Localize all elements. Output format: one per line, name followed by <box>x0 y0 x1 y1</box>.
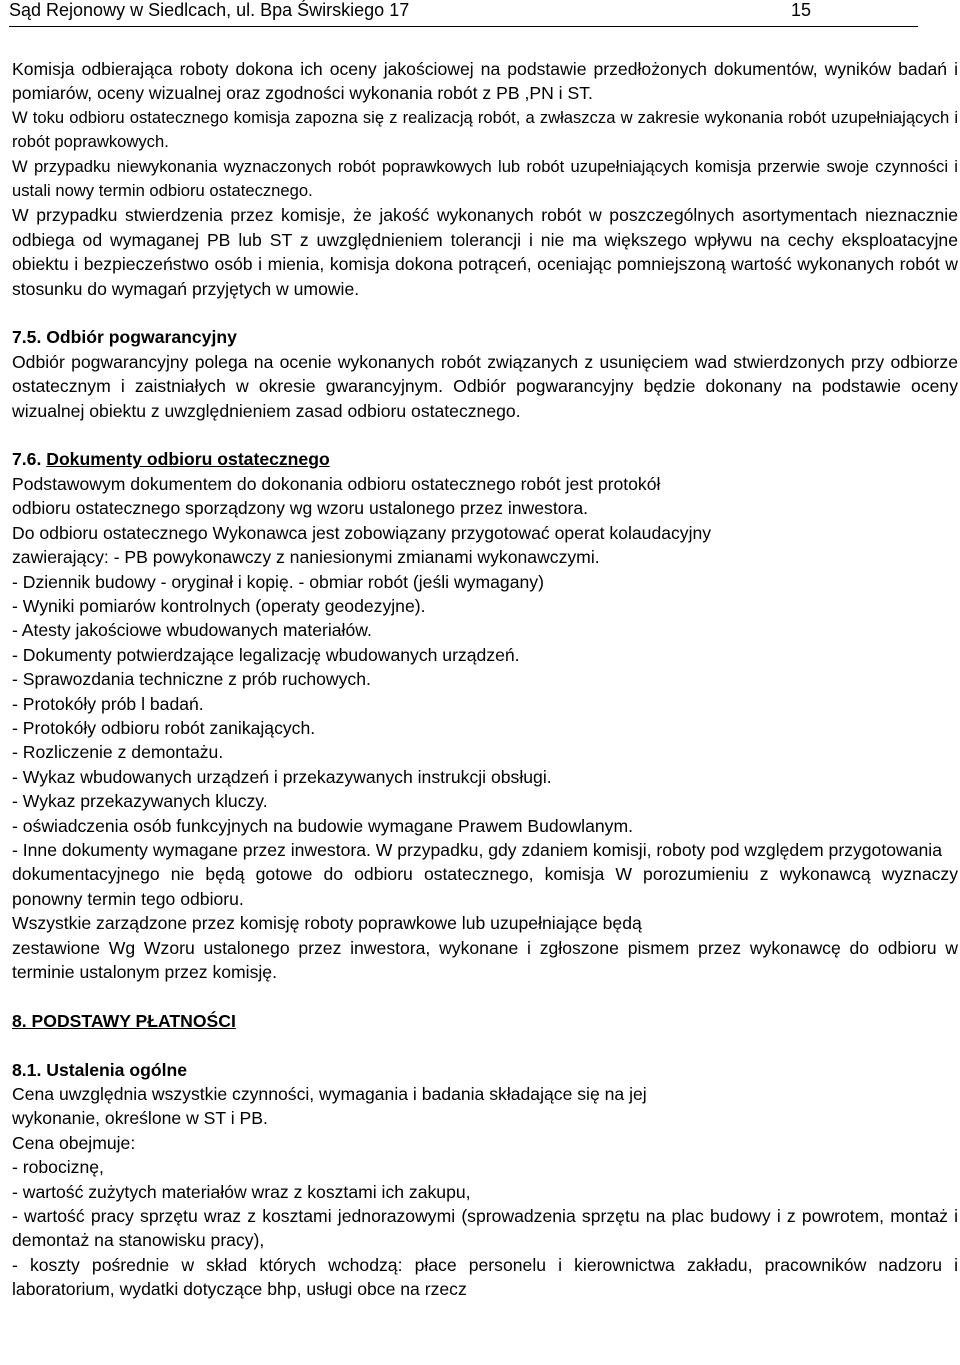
list-line: Podstawowym dokumentem do dokonania odbioru ostatecznego robót jest protokół <box>12 473 661 494</box>
list-line: - Sprawozdania techniczne z prób ruchowych. <box>12 669 371 690</box>
section-heading-7-6 <box>12 447 958 471</box>
list-line: - Rozliczenie z demontażu. <box>12 742 224 763</box>
list-line: wykonanie, określone w ST i PB. <box>12 1108 268 1129</box>
page-header <box>9 0 918 27</box>
section-title: Dokumenty odbioru ostatecznego <box>46 449 330 470</box>
list-line: - Dziennik budowy - oryginał i kopię. - obmiar robót (jeśli wymagany) <box>12 571 544 592</box>
paragraph-indirect-costs: - koszty pośrednie w skład których wchodzą: płace personelu i kierownictwa zakładu, pracowników nadzoru i laboratorium, wydatki dotyczące bhp, usługi obce na rzecz <box>12 1254 958 1300</box>
paragraph-incomplete-works: W przypadku niewykonania wyznaczonych robót poprawkowych lub robót uzupełniających komisja przerwie swoje czynności i ustali nowy termin odbioru ostatecznego. <box>12 156 958 201</box>
list-line: - Protokóły odbioru robót zanikających. <box>12 717 316 738</box>
list-line: - Wyniki pomiarów kontrolnych (operaty geodezyjne). <box>12 595 426 616</box>
paragraph-corrective-works: zestawione Wg Wzoru ustalonego przez inwestora, wykonane i zgłoszone pismem przez wykonawcę do odbioru w terminie ustalonym przez komisję. <box>12 937 958 982</box>
list-line: - robociznę, <box>12 1157 104 1178</box>
paragraph-post-warranty: Odbiór pogwarancyjny polega na ocenie wykonanych robót związanych z usunięciem wad stwierdzonych przy odbiorze ostatecznym i zaistniałych w okresie gwarancyjnym. Odbiór pogwarancyjny będzie dokonany na podstawie oceny wizualnej obiektu z uwzględnieniem zasad odbioru ostatecznego. <box>12 351 958 421</box>
page-number: 15 <box>791 0 812 20</box>
court-address: Sąd Rejonowy w Siedlcach, ul. Bpa Świrskiego 17 <box>9 0 410 20</box>
list-line: - Dokumenty potwierdzające legalizację wbudowanych urządzeń. <box>12 644 520 665</box>
list-line: zawierający: - PB powykonawczy z naniesionymi zmianami wykonawczymi. <box>12 547 600 568</box>
paragraph-commission-assessment: Komisja odbierająca roboty dokona ich oceny jakościowej na podstawie przedłożonych dokumentów, wyników badań i pomiarów, oceny wizualnej oraz zgodności wykonania robót z PB ,PN i ST. <box>12 59 958 104</box>
list-line: odbioru ostatecznego sporządzony wg wzoru ustalonego przez inwestora. <box>12 498 589 519</box>
list-line: - Wykaz przekazywanych kluczy. <box>12 791 268 812</box>
section-heading-7-5: 7.5. Odbiór pogwarancyjny <box>12 327 237 348</box>
list-line: - wartość zużytych materiałów wraz z kosztami ich zakupu, <box>12 1181 471 1202</box>
paragraph-equipment-cost: - wartość pracy sprzętu wraz z kosztami jednorazowymi (sprowadzenia sprzętu na plac budowy i z powrotem, montaż i demontaż na stanowisku pracy), <box>12 1206 958 1251</box>
list-line: - Protokóły prób l badań. <box>12 693 204 714</box>
paragraph-final-acceptance-review: W toku odbioru ostatecznego komisja zapozna się z realizacją robót, a zwłaszcza w zakresie wykonania robót uzupełniających i robót poprawkowych. <box>12 107 958 152</box>
section-heading-8-1: 8.1. Ustalenia ogólne <box>12 1059 188 1080</box>
section-number: 7.6. <box>12 449 47 470</box>
paragraph-quality-deviation: W przypadku stwierdzenia przez komisje, że jakość wykonanych robót w poszczególnych asortymentach nieznacznie odbiega od wymaganej PB lub ST z uwzględnieniem tolerancji i nie ma większego wpływu na cechy eksploatacyjne obiektu i bezpieczeństwo osób i mienia, komisja dokona potrąceń, oceniając pomniejszoną wartość wykonanych robót w stosunku do wymagań przyjętych w umowie. <box>12 205 958 299</box>
paragraph-documentation-not-ready: dokumentacyjnego nie będą gotowe do odbioru ostatecznego, komisja W porozumieniu z wykonawcą wyznaczy ponowny termin tego odbioru. <box>12 864 958 909</box>
list-line: Cena uwzględnia wszystkie czynności, wymagania i badania składające się na jej <box>12 1084 647 1104</box>
document-body <box>12 57 958 1302</box>
paragraph-other-documents: - Inne dokumenty wymagane przez inwestora. W przypadku, gdy zdaniem komisji, roboty pod względem przygotowania <box>12 839 942 860</box>
list-line: Do odbioru ostatecznego Wykonawca jest zobowiązany przygotować operat kolaudacyjny <box>12 522 712 543</box>
list-line: - Atesty jakościowe wbudowanych materiałów. <box>12 620 372 641</box>
list-line: - oświadczenia osób funkcyjnych na budowie wymagane Prawem Budowlanym. <box>12 815 633 836</box>
list-line: - Wykaz wbudowanych urządzeń i przekazywanych instrukcji obsługi. <box>12 766 552 787</box>
list-line: Wszystkie zarządzone przez komisję roboty poprawkowe lub uzupełniające będą <box>12 913 642 934</box>
section-heading-8: 8. PODSTAWY PŁATNOŚCI <box>12 1010 236 1031</box>
list-line: Cena obejmuje: <box>12 1132 136 1153</box>
